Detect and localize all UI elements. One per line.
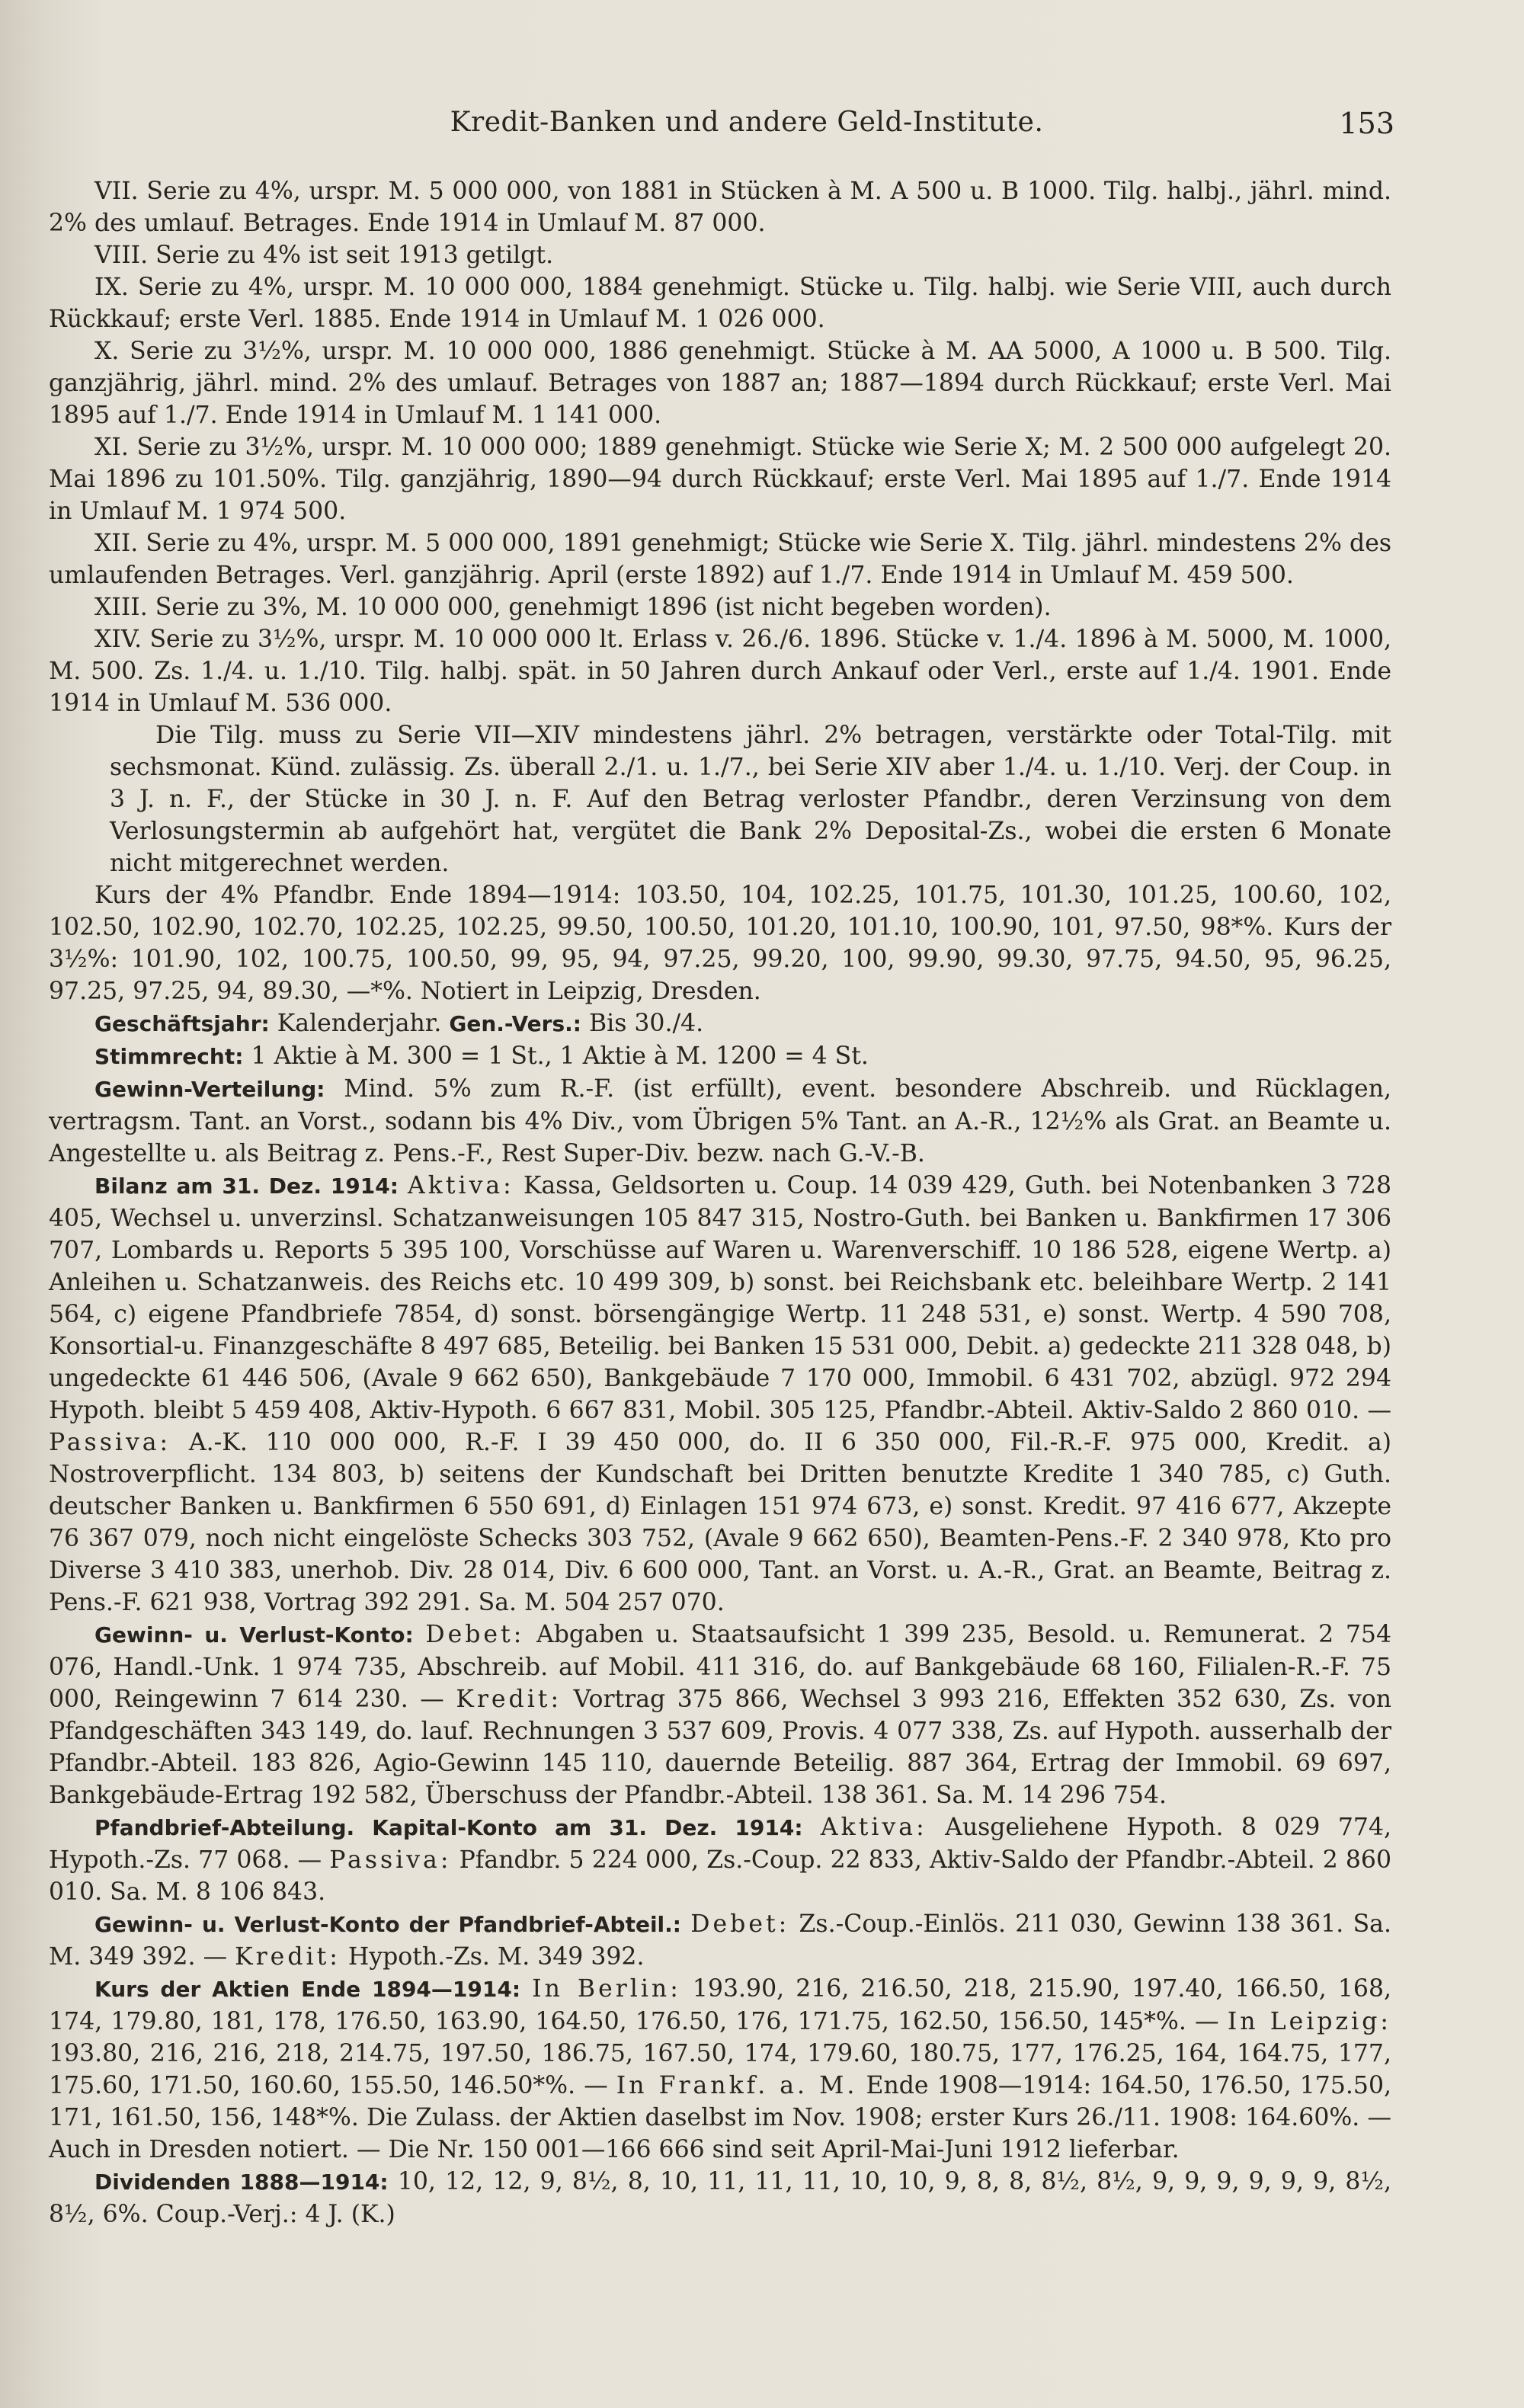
kurs-leipzig: 193.80, 216, 216, 218, 214.75, 197.50, 186.75, 167.50, 174, 179.60, 180.75, 177, 176.25, 164, 164.75, 177, 175.60, 171.50, 160.60, 155.50, 146.50*%. — [49, 2040, 1391, 2099]
bilanz-label: Bilanz am 31. Dez. 1914: [94, 1174, 399, 1199]
pfandbrief-kapital-konto [49, 1811, 1391, 1908]
gen-vers-label: Gen.-Vers.: [449, 1011, 581, 1036]
pfandbrief-guv-debet: Zs.-Coup.-Einlös. 211 030, Gewinn 138 361. Sa. M. 349 392. — [49, 1910, 1391, 1971]
kurs-frankfurt-label: In Frankf. a. M. [616, 2072, 858, 2099]
guv-debet-label: Debet: [425, 1621, 525, 1648]
series-vii: VII. Serie zu 4%, urspr. M. 5 000 000, von 1881 in Stücken à M. A 500 u. B 1000. Tilg. halbj., jährl. mind. 2% des umlauf. Betrages. Ende 1914 in Umlauf M. 87 000. [49, 178, 1391, 237]
geschaeftsjahr-line [49, 1007, 1391, 1040]
series-x: X. Serie zu 3½%, urspr. M. 10 000 000, 1886 genehmigt. Stücke à M. AA 5000, A 1000 u. B 500. Tilg. ganzjährig, jährl. mind. 2% des umlauf. Betrages von 1887 an; 1887—1894 durch Rückkauf; erste Verl. Mai 1895 auf 1./7. Ende 1914 in Umlauf M. 1 141 000. [49, 338, 1391, 429]
dividenden [49, 2166, 1391, 2230]
gewinn-verlust-konto [49, 1619, 1391, 1811]
pfandbrief-passiva-label: Passiva: [329, 1846, 452, 1874]
pfandbrief-guv-kredit: Hypoth.-Zs. M. 349 392. [347, 1943, 645, 1971]
dividenden-value: 10, 12, 12, 9, 8½, 8, 10, 11, 11, 11, 10, 10, 9, 8, 8, 8½, 8½, 9, 9, 9, 9, 9, 9, 8½, 8½, 6%. Coup.-Verj.: 4 J. (K.) [49, 2168, 1392, 2228]
stimmrecht-label: Stimmrecht: [94, 1044, 244, 1069]
bilanz-aktiva-label: Aktiva: [408, 1172, 514, 1199]
bilanz-passiva-label: Passiva: [49, 1429, 171, 1456]
geschaeftsjahr-label: Geschäftsjahr: [94, 1011, 270, 1036]
page-header [99, 107, 1394, 152]
pfandbrief-aktiva-label: Aktiva: [820, 1814, 927, 1841]
series-viii: VIII. Serie zu 4% ist seit 1913 getilgt. [94, 242, 554, 269]
pfandbrief-kapital-label: Pfandbrief-Abteilung. Kapital-Konto am 31. Dez. 1914: [94, 1815, 803, 1840]
gewinn-verteilung-label: Gewinn-Verteilung: [94, 1077, 325, 1102]
stimmrecht-line [49, 1040, 1391, 1073]
running-title: Kredit-Banken und andere Geld-Institute. [450, 107, 1044, 138]
gewinn-verteilung [49, 1073, 1391, 1170]
pfandbrief-passiva: Pfandbr. 5 224 000, Zs.-Coup. 22 833, Aktiv-Saldo der Pfandbr.-Abteil. 2 860 010. Sa. M. 8 106 843. [49, 1846, 1391, 1906]
pfandbrief-guv-debet-label: Debet: [690, 1910, 790, 1938]
series-xii: XII. Serie zu 4%, urspr. M. 5 000 000, 1891 genehmigt; Stücke wie Serie X. Tilg. jährl. mindestens 2% des umlaufenden Betrages. Verl. ganzjährig. April (erste 1892) auf 1./7. Ende 1914 in Umlauf M. 459 500. [49, 530, 1391, 589]
gewinn-verteilung-value: Mind. 5% zum R.-F. (ist erfüllt), event. besondere Abschreib. und Rücklagen, vertragsm. Tant. an Vorst., sodann bis 4% Div., vom Übrigen 5% Tant. an A.-R., 12½% als Grat. an Beamte u. Angestellte u. als Beitrag z. Pens.-F., Rest Super-Div. bezw. nach G.-V.-B. [49, 1075, 1391, 1167]
pfandbrief-guv [49, 1908, 1391, 1973]
series-ix: IX. Serie zu 4%, urspr. M. 10 000 000, 1884 genehmigt. Stücke u. Tilg. halbj. wie Serie VIII, auch durch Rückkauf; erste Verl. 1885. Ende 1914 in Umlauf M. 1 026 000. [49, 274, 1391, 333]
bilanz-passiva: A.-K. 110 000 000, R.-F. I 39 450 000, do. II 6 350 000, Fil.-R.-F. 975 000, Kredit. a) Nostroverpflicht. 134 803, b) seitens der Kundschaft bei Dritten benutzte Kredite 1 340 785, c) Guth. deutscher Banken u. Bankfirmen 6 550 691, d) Einlagen 151 974 673, e) sonst. Kredit. 97 416 677, Akzepte 76 367 079, noch nicht eingelöste Schecks 303 752, (Avale 9 662 650), Beamten-Pens.-F. 2 340 978, Kto pro Diverse 3 410 383, unerhob. Div. 28 014, Div. 6 600 000, Tant. an Vorst. u. A.-R., Grat. an Beamte, Beitrag z. Pens.-F. 621 938, Vortrag 392 291. Sa. M. 504 257 070. [49, 1429, 1392, 1616]
geschaeftsjahr-value: Kalenderjahr. [277, 1010, 442, 1037]
stimmrecht-value: 1 Aktie à M. 300 = 1 St., 1 Aktie à M. 1200 = 4 St. [251, 1042, 869, 1070]
guv-label: Gewinn- u. Verlust-Konto: [94, 1622, 414, 1647]
page-number: 153 [1339, 107, 1394, 140]
pfandbrief-aktiva: Ausgeliehene Hypoth. 8 029 774, Hypoth.-Zs. 77 068. — [49, 1814, 1391, 1874]
kurs-pfandbriefe: Kurs der 4% Pfandbr. Ende 1894—1914: 103.50, 104, 102.25, 101.75, 101.30, 101.25, 100.60, 102, 102.50, 102.90, 102.70, 102.25, 102.25, 99.50, 100.50, 101.20, 101.10, 100.90, 101, 97.50, 98*%. Kurs der 3½%: 101.90, 102, 100.75, 100.50, 99, 95, 94, 97.25, 99.20, 100, 99.90, 99.30, 97.75, 94.50, 95, 96.25, 97.25, 97.25, 94, 89.30, —*%. Notiert in Leipzig, Dresden. [49, 882, 1391, 1005]
kurs-frankfurt: Ende 1908—1914: 164.50, 176.50, 175.50, 171, 161.50, 156, 148*%. Die Zulass. der Aktien daselbst im Nov. 1908; erster Kurs 26./11. 1908: 164.60%. — Auch in Dresden notiert. — Die Nr. 150 001—166 666 sind seit April-Mai-Juni 1912 lieferbar. [49, 2072, 1391, 2163]
bilanz [49, 1170, 1391, 1619]
pfandbrief-guv-kredit-label: Kredit: [235, 1943, 341, 1971]
series-xi: XI. Serie zu 3½%, urspr. M. 10 000 000; 1889 genehmigt. Stücke wie Serie X; M. 2 500 000 aufgelegt 20. Mai 1896 zu 101.50%. Tilg. ganzjährig, 1890—94 durch Rückkauf; erste Verl. Mai 1895 auf 1./7. Ende 1914 in Umlauf M. 1 974 500. [49, 434, 1391, 525]
guv-kredit: Vortrag 375 866, Wechsel 3 993 216, Effekten 352 630, Zs. von Pfandgeschäften 343 149, do. lauf. Rechnungen 3 537 609, Provis. 4 077 338, Zs. auf Hypoth. ausserhalb der Pfandbr.-Abteil. 183 826, Agio-Gewinn 145 110, dauernde Beteilig. 887 364, Ertrag der Immobil. 69 697, Bankgebäude-Ertrag 192 582, Überschuss der Pfandbr.-Abteil. 138 361. Sa. M. 14 296 754. [49, 1686, 1391, 1809]
series-xiii: XIII. Serie zu 3%, M. 10 000 000, genehmigt 1896 (ist nicht begeben worden). [94, 594, 1052, 621]
guv-debet: Abgaben u. Staatsaufsicht 1 399 235, Besold. u. Remunerat. 2 754 076, Handl.-Unk. 1 974 735, Abschreib. auf Mobil. 411 316, do. auf Bankgebäude 68 160, Filialen-R.-F. 75 000, Reingewinn 7 614 230. — [49, 1621, 1392, 1713]
kurs-berlin-label: In Berlin: [532, 1975, 681, 2003]
pfandbrief-guv-label: Gewinn- u. Verlust-Konto der Pfandbrief-Abteil.: [94, 1912, 681, 1937]
guv-kredit-label: Kredit: [456, 1686, 562, 1713]
tilgung-note: Die Tilg. muss zu Serie VII—XIV mindestens jährl. 2% betragen, verstärkte oder Total-Tilg. mit sechsmonat. Künd. zulässig. Zs. überall 2./1. u. 1./7., bei Serie XIV aber 1./4. u. 1./10. Verj. der Coup. in 3 J. n. F., der Stücke in 30 J. n. F. Auf den Betrag verloster Pfandbr., deren Verzinsung von dem Verlosungstermin ab aufgehört hat, vergütet die Bank 2% Deposital-Zs., wobei die ersten 6 Monate nicht mitgerechnet werden. [110, 722, 1391, 877]
gen-vers-value: Bis 30./4. [588, 1010, 704, 1037]
series-xiv: XIV. Serie zu 3½%, urspr. M. 10 000 000 lt. Erlass v. 26./6. 1896. Stücke v. 1./4. 1896 à M. 5000, M. 1000, M. 500. Zs. 1./4. u. 1./10. Tilg. halbj. spät. in 50 Jahren durch Ankauf oder Verl., erste auf 1./4. 1901. Ende 1914 in Umlauf M. 536 000. [49, 626, 1391, 717]
bilanz-aktiva: Kassa, Geldsorten u. Coup. 14 039 429, Guth. bei Notenbanken 3 728 405, Wechsel u. unverzinsl. Schatzanweisungen 105 847 315, Nostro-Guth. bei Banken u. Bankfirmen 17 306 707, Lombards u. Reports 5 395 100, Vorschüsse auf Waren u. Warenverschiff. 10 186 528, eigene Wertp. a) Anleihen u. Schatzanweis. des Reichs etc. 10 499 309, b) sonst. bei Reichsbank etc. beleihbare Wertp. 2 141 564, c) eigene Pfandbriefe 7854, d) sonst. börsengängige Wertp. 11 248 531, e) sonst. Wertp. 4 590 708, Konsortial-u. Finanzgeschäfte 8 497 685, Beteilig. bei Banken 15 531 000, Debit. a) gedeckte 211 328 048, b) ungedeckte 61 446 506, (Avale 9 662 650), Bankgebäude 7 170 000, Immobil. 6 431 702, abzügl. 972 294 Hypoth. bleibt 5 459 408, Aktiv-Hypoth. 6 667 831, Mobil. 305 125, Pfandbr.-Abteil. Aktiv-Saldo 2 860 010. — [49, 1172, 1392, 1424]
kurs-aktien-label: Kurs der Aktien Ende 1894—1914: [94, 1977, 521, 2002]
kurs-leipzig-label: In Leipzig: [1227, 2008, 1392, 2035]
kurs-der-aktien [49, 1973, 1391, 2166]
kurs-berlin: 193.90, 216, 216.50, 218, 215.90, 197.40, 166.50, 168, 174, 179.80, 181, 178, 176.50, 163.90, 164.50, 176.50, 176, 171.75, 162.50, 156.50, 145*%. — [49, 1975, 1391, 2035]
page-body [49, 175, 1391, 2230]
dividenden-label: Dividenden 1888—1914: [94, 2169, 389, 2195]
